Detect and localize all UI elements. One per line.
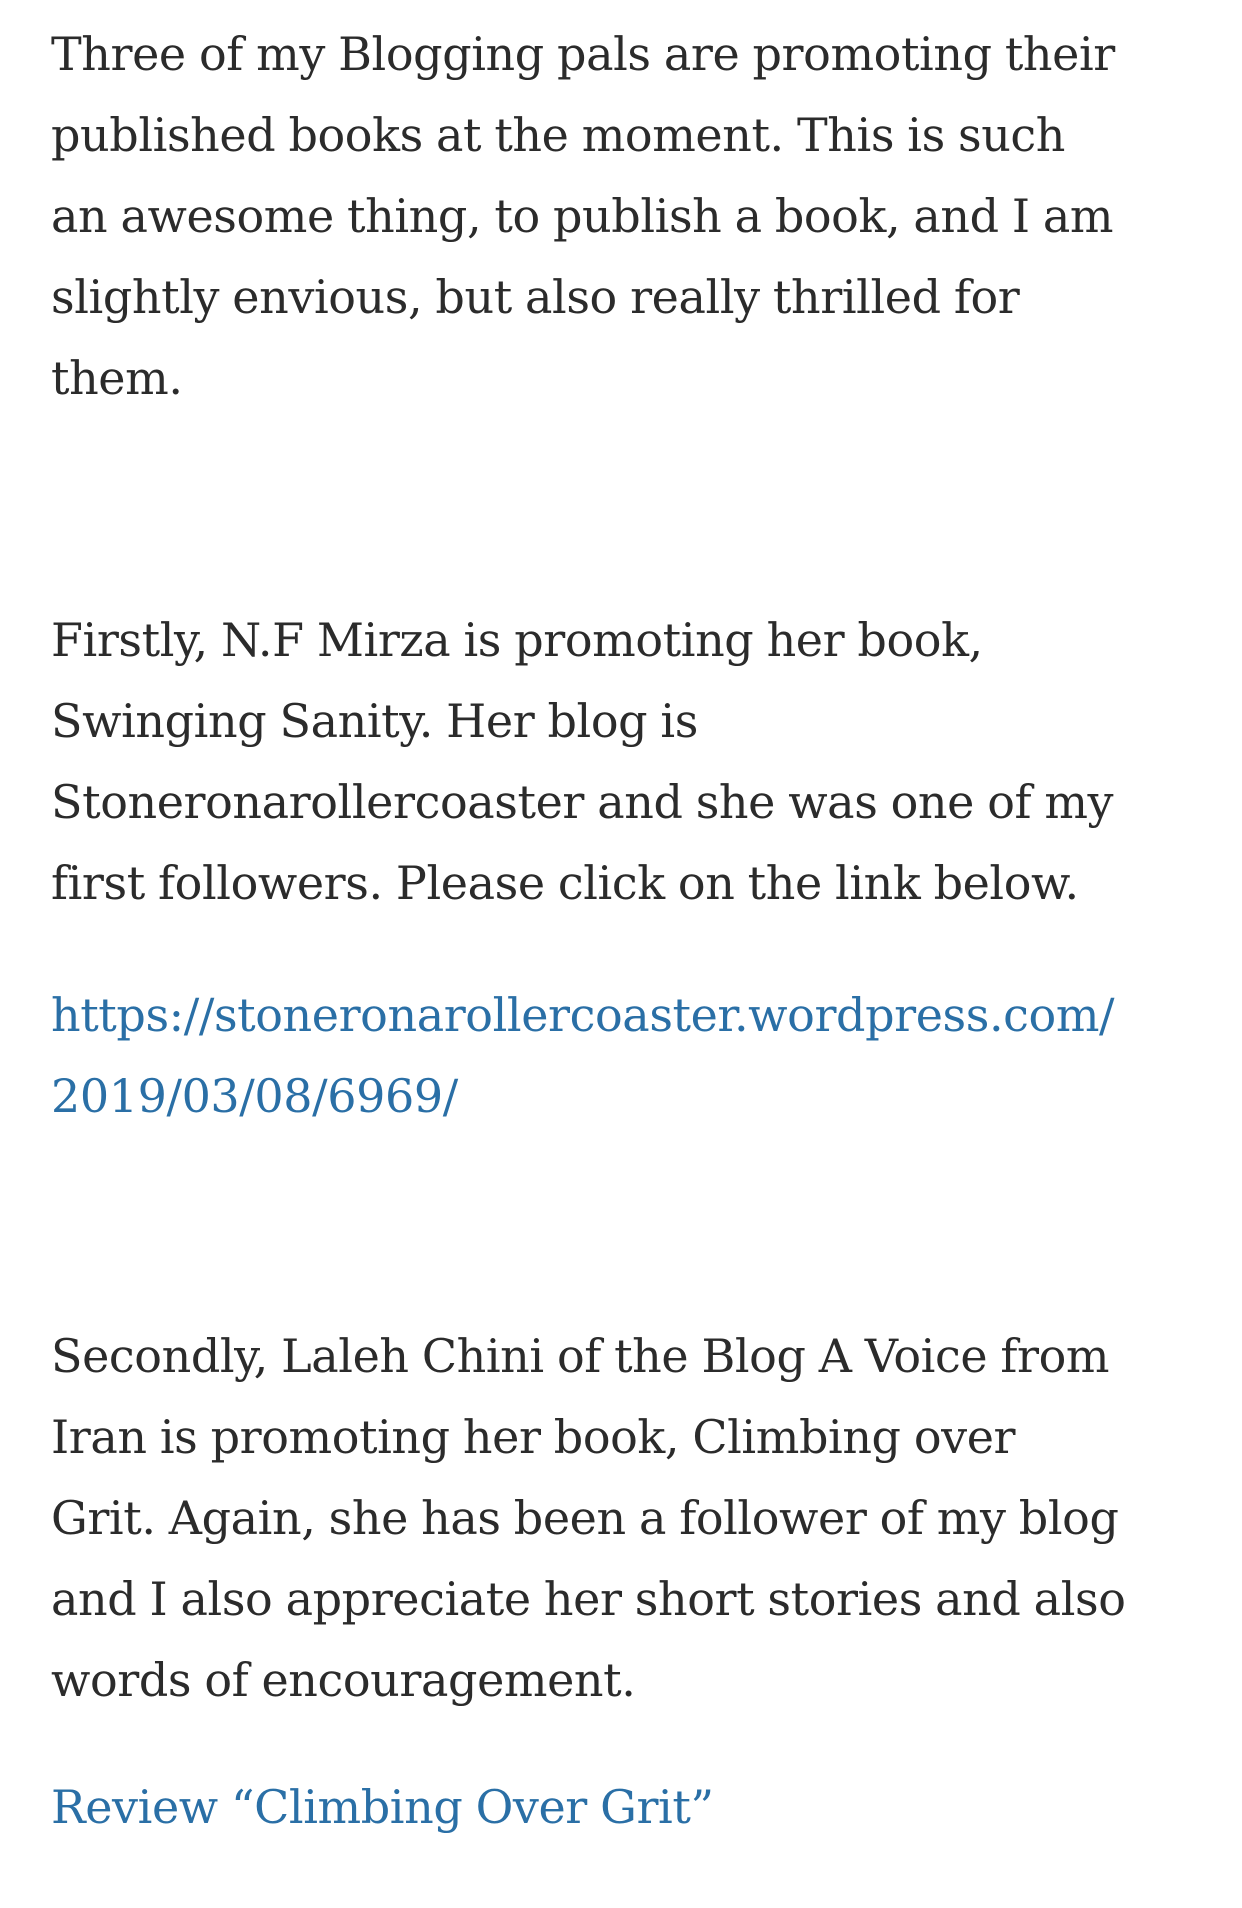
intro-paragraph xyxy=(51,14,1202,419)
text-line: them. xyxy=(51,351,183,405)
mirza-paragraph xyxy=(51,600,1202,924)
text-line: Grit. Again, she has been a follower of my blog xyxy=(51,1491,1119,1545)
link-line: Review “Climbing Over Grit” xyxy=(51,1780,714,1834)
text-line: an awesome thing, to publish a book, and I am xyxy=(51,189,1114,243)
text-line: slightly envious, but also really thrilled for xyxy=(51,270,1020,324)
climbing-over-grit-review-link[interactable] xyxy=(51,1767,1202,1848)
link-line: 2019/03/08/6969/ xyxy=(51,1069,458,1123)
text-line: Secondly, Laleh Chini of the Blog A Voice from xyxy=(51,1329,1110,1383)
chini-paragraph xyxy=(51,1316,1202,1721)
link-line: https://stoneronarollercoaster.wordpress.com/ xyxy=(51,988,1115,1042)
text-line: published books at the moment. This is such xyxy=(51,108,1066,162)
text-line: Stoneronarollercoaster and she was one of my xyxy=(51,775,1114,829)
stoneronarollercoaster-link[interactable] xyxy=(51,975,1202,1137)
text-line: first followers. Please click on the link below. xyxy=(51,856,1079,910)
text-line: Three of my Blogging pals are promoting their xyxy=(51,27,1115,81)
text-line: Iran is promoting her book, Climbing over xyxy=(51,1410,1016,1464)
text-line: words of encouragement. xyxy=(51,1653,636,1707)
text-line: Swinging Sanity. Her blog is xyxy=(51,694,698,748)
text-line: and I also appreciate her short stories and also xyxy=(51,1572,1126,1626)
text-line: Firstly, N.F Mirza is promoting her book, xyxy=(51,613,983,667)
